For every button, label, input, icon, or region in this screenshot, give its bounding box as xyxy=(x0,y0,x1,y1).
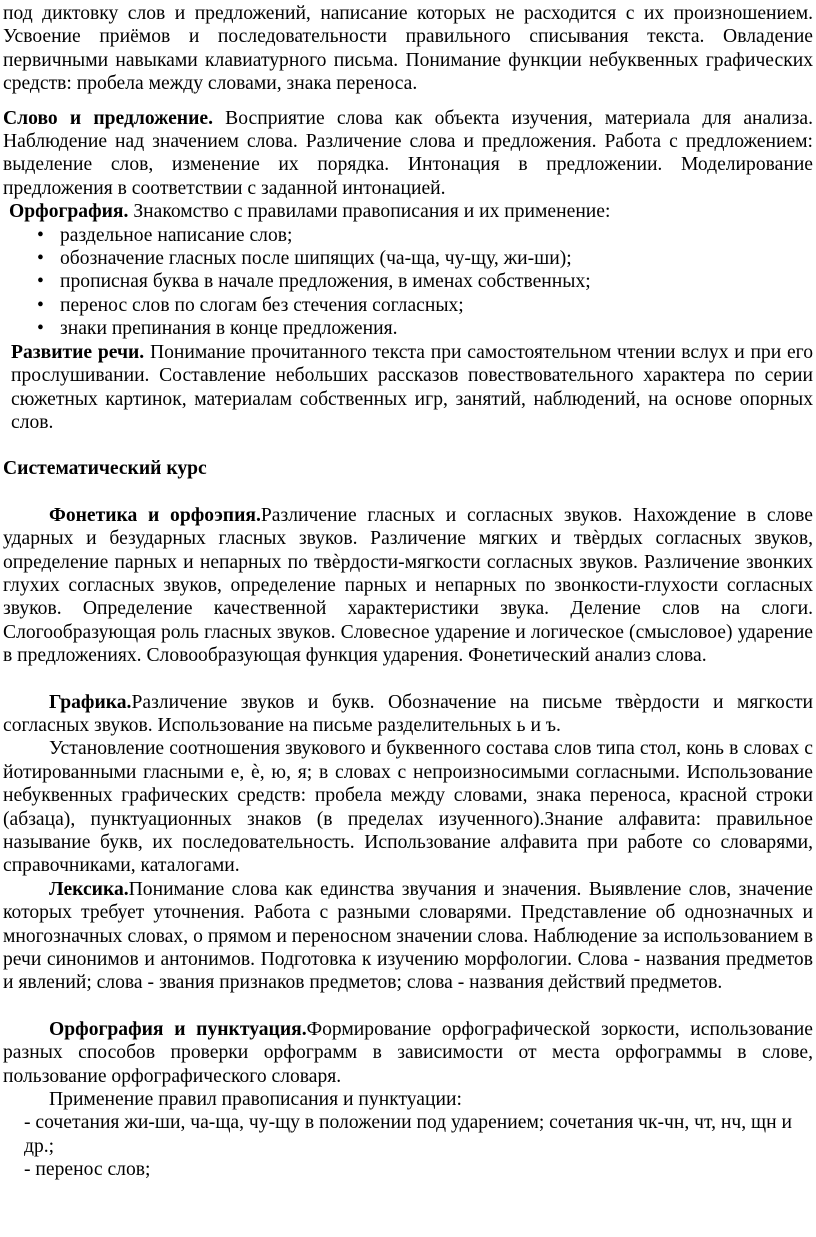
lexicon-title: Лексика. xyxy=(49,878,129,900)
graphics-paragraph xyxy=(3,691,813,738)
orth-punct-title: Орфография и пунктуация. xyxy=(49,1018,307,1040)
orthography-list xyxy=(3,224,813,341)
bullet-icon: • xyxy=(37,294,44,316)
orth-punct-text: Формирование орфографической зоркости, использование разных способов проверки орфограмм в зависимости от места орфограммы в слове, пользование орфографического словаря. xyxy=(3,1018,813,1087)
list-item: • перенос слов по слогам без стечения согласных; xyxy=(37,294,464,316)
spacer xyxy=(3,481,813,504)
intro-paragraph: под диктовку слов и предложений, написание которых не расходится с их произношением. Усвоение приёмов и последовательности правильного списывания текста. Овладение первичными навыками клавиатурного письма. Понимание функции небуквенных графических средств: пробела между словами, знака переноса. xyxy=(3,3,813,95)
rules-intro: Применение правил правописания и пунктуации: xyxy=(49,1089,462,1111)
speech-text: Понимание прочитанного текста при самостоятельном чтении вслух и при его прослушивании. Составление небольших рассказов повествовательного характера по серии сюжетных картинок, материалам собственных игр, занятий, наблюдений, на основе опорных слов. xyxy=(11,341,813,433)
orth-punct-paragraph xyxy=(3,1018,813,1088)
list-item: • прописная буква в начале предложения, в именах собственных; xyxy=(37,271,591,293)
lexicon-text: Понимание слова как единства звучания и значения. Выявление слов, значение которых требует уточнения. Работа с разными словарями. Представление об однозначных и многозначных словах, о прямом и переносном значении слова. Наблюдение за использованием в речи синонимов и антонимов. Подготовка к изучению морфологии. Слова - названия предметов и явлений; слова - звания признаков предметов; слова - названия действий предметов. xyxy=(3,878,813,994)
speech-paragraph xyxy=(3,341,813,435)
bullet-icon: • xyxy=(37,248,44,270)
spacer xyxy=(3,434,813,457)
lexicon-paragraph xyxy=(3,878,813,995)
rule-item: - сочетания жи-ши, ча-ща, чу-щу в положении под ударением; сочетания чк-чн, чт, нч, щн и др.; xyxy=(24,1112,792,1157)
phonetics-text: Различение гласных и согласных звуков. Нахождение в слове ударных и безударных гласных звуков. Различение мягких и твѐрдых согласных звуков, определение парных и непарных по твѐрдости-мягкости согласных звуков. Различение звонких глухих согласных звуков, определение парных и непарных по звонкости-глухости согласных звуков. Определение качественной характеристики звука. Деление слов на слоги. Слогообразующая роль гласных звуков. Словесное ударение и логическое (смысловое) ударение в предложениях. Словообразующая функция ударения. Фонетический анализ слова. xyxy=(3,504,814,667)
list-item: • знаки препинания в конце предложения. xyxy=(37,318,398,340)
bullet-icon: • xyxy=(37,271,44,293)
spacer xyxy=(3,995,813,1018)
bullet-icon: • xyxy=(37,224,44,246)
word-sentence-text: Восприятие слова как объекта изучения, материала для анализа. Наблюдение над значением слова. Различение слова и предложения. Работа с предложением: выделение слов, изменение их порядка. Интонация в предложении. Моделирование предложения в соответствии с заданной интонацией. xyxy=(3,107,813,199)
speech-title: Развитие речи. xyxy=(11,341,145,363)
orthography-paragraph xyxy=(3,200,813,223)
orthography-title: Орфография. xyxy=(9,201,129,223)
orthography-text: Знакомство с правилами правописания и их применение: xyxy=(128,201,611,223)
spacer xyxy=(3,668,813,691)
list-item: • обозначение гласных после шипящих (ча-ща, чу-щу, жи-ши); xyxy=(37,248,572,270)
word-sentence-title: Слово и предложение. xyxy=(3,107,213,129)
list-item: • раздельное написание слов; xyxy=(37,224,293,246)
graphics-text: Различение звуков и букв. Обозначение на письме твѐрдости и мягкости согласных звуков. Использование на письме разделительных ь и ъ. xyxy=(3,691,813,736)
bullet-icon: • xyxy=(37,318,44,340)
systematic-course-heading: Систематический курс xyxy=(3,458,207,480)
spacer xyxy=(3,96,813,107)
phonetics-paragraph xyxy=(3,504,813,668)
rule-item: - перенос слов; xyxy=(24,1159,151,1181)
graphics-paragraph-2: Установление соотношения звукового и буквенного состава слов типа стол, конь в словах с йотированными гласными е, ѐ, ю, я; в словах с непроизносимыми согласными. Использование небуквенных графических средств: пробела между словами, знака переноса, красной строки (абзаца), пунктуационных знаков (в пределах изученного).Знание алфавита: правильное называние букв, их последовательность. Использование алфавита при работе со словарями, справочниками, каталогами. xyxy=(3,738,813,877)
phonetics-title: Фонетика и орфоэпия. xyxy=(49,504,261,526)
graphics-title: Графика. xyxy=(49,691,132,713)
word-sentence-paragraph xyxy=(3,107,813,201)
